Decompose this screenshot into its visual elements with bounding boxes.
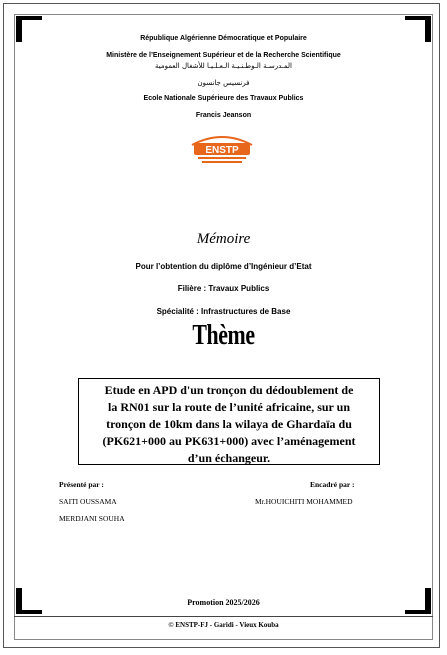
student-name: SAITI OUSSAMA xyxy=(59,497,117,506)
francis-jeanson: Francis Jeanson xyxy=(195,112,252,119)
theme-line: Etude en APD d'un tronçon du dédoublement de xyxy=(104,383,354,397)
theme-line: (PK621+000 au PK631+000) avec l’aménagement xyxy=(102,434,356,448)
specialite-line: Spécialité : Infrastructures de Base xyxy=(156,307,291,316)
corner-decoration-top-right-bar xyxy=(405,16,431,20)
filiere-line: Filière : Travaux Publics xyxy=(177,284,270,293)
logo-text: ENSTP xyxy=(205,145,239,156)
supervisor-name: Mr.HOUICHITI MOHAMMED xyxy=(255,497,353,506)
corner-decoration-bottom-right-bar xyxy=(405,610,431,614)
corner-decoration-bottom-left-bar xyxy=(16,610,42,614)
theme-line: d’un échangeur. xyxy=(187,451,271,465)
theme-line: la RN01 sur la route de l’unité africaine, sur un xyxy=(107,400,350,414)
student-name: MERDJANI SOUHA xyxy=(59,514,125,523)
footer-text: © ENSTP-FJ - Garidi - Vieux Kouba xyxy=(168,621,279,629)
supervised-by-label: Encadré par : xyxy=(310,480,355,489)
school-name-arabic: المـدرسـة الـوطـنـيـة الـعـلـيـا للأشغال العمومية xyxy=(155,62,292,70)
diploma-line: Pour l’obtention du diplôme d’Ingénieur d’Etat xyxy=(135,262,312,271)
enstp-logo xyxy=(186,131,258,165)
theme-heading: Thème xyxy=(192,320,255,351)
theme-line: tronçon de 10km dans la wilaya de Ghardaïa du xyxy=(106,417,352,431)
promotion: Promotion 2025/2026 xyxy=(187,598,260,607)
presented-by-label: Présenté par : xyxy=(59,480,104,489)
corner-decoration-top-left-bar xyxy=(16,16,42,20)
school-name: Ecole Nationale Supérieure des Travaux Publics xyxy=(143,95,304,102)
republic-title: République Algérienne Démocratique et Populaire xyxy=(140,35,307,42)
document-type: Mémoire xyxy=(196,231,251,247)
footer-divider xyxy=(14,616,433,617)
theme-box xyxy=(78,378,380,465)
ministry-title: Ministère de l’Enseignement Supérieur et de la Recherche Scientifique xyxy=(106,52,341,59)
francis-name-arabic: فرنسيس جانسون xyxy=(197,79,250,87)
